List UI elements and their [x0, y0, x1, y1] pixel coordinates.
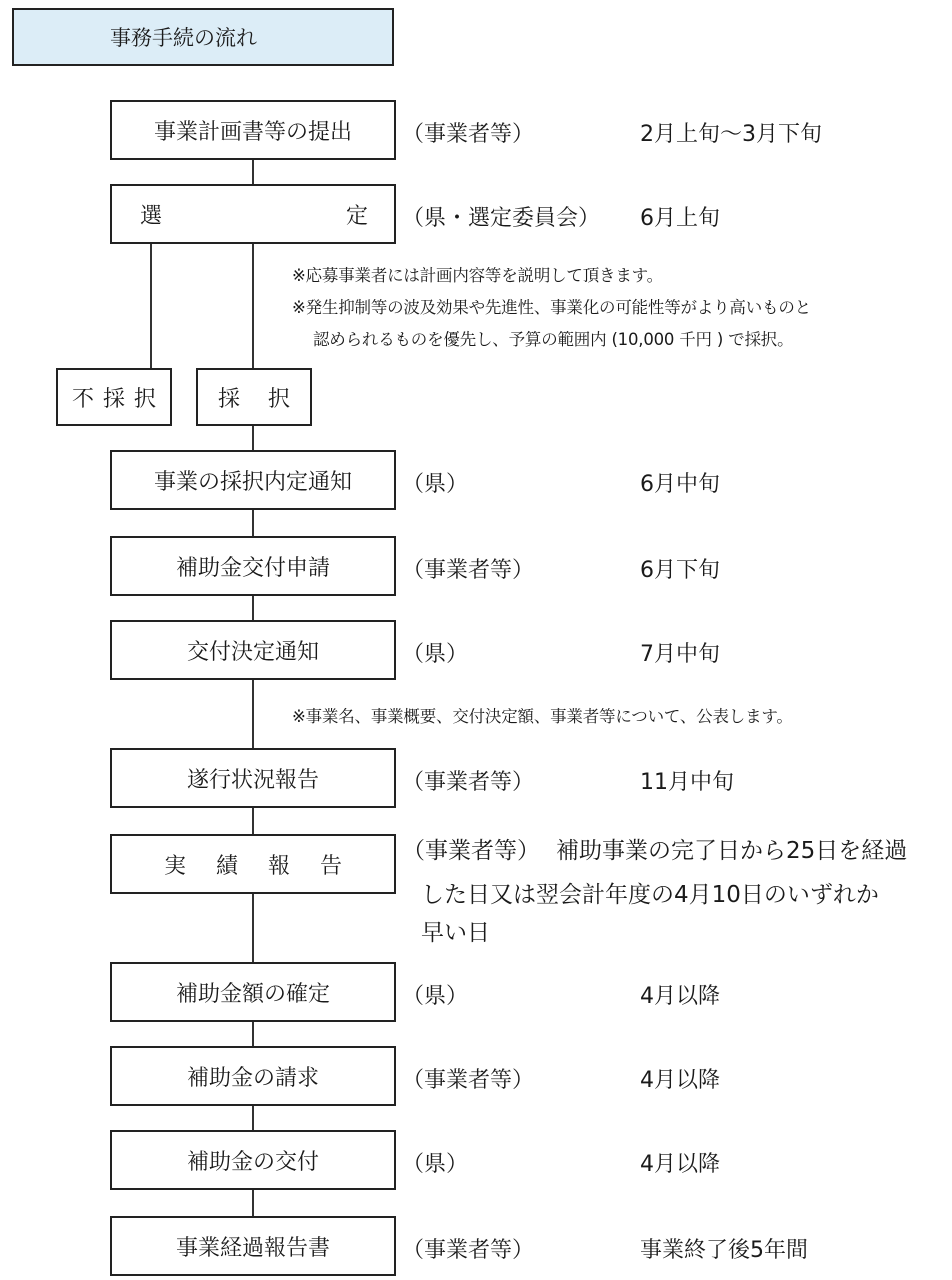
- diagram-title-text: 事務手続の流れ: [110, 26, 257, 50]
- step-label-char: 績: [215, 853, 238, 879]
- step-box-grant-payment: [110, 1130, 396, 1190]
- adopt-label-char: 採: [218, 386, 241, 412]
- step-box-progress-report: [110, 748, 396, 808]
- step-box-grant-amount-fixed: [110, 962, 396, 1022]
- reject-label-char: 不: [72, 386, 95, 412]
- step-actor: （事業者等）: [402, 770, 535, 795]
- step-actor: （県）: [402, 984, 469, 1009]
- step-box-grant-decision-notice: [110, 620, 396, 680]
- connector-line: [252, 596, 254, 620]
- selection-note: ※発生抑制等の波及効果や先進性、事業化の可能性等がより高いものと: [292, 298, 811, 317]
- step-label: 補助金の請求: [186, 1065, 319, 1091]
- step-label-char: 実: [164, 853, 187, 879]
- step-label-char: 報: [267, 853, 290, 879]
- connector-line: [252, 808, 254, 834]
- step-actor: （事業者等）: [402, 1238, 535, 1263]
- step-label: 交付決定通知: [186, 639, 319, 665]
- connector-line-to-adopt: [252, 244, 254, 368]
- step-box-selection: [110, 184, 396, 244]
- selection-note: ※応募事業者には計画内容等を説明して頂きます。: [292, 266, 663, 285]
- step-label: 事業経過報告書: [175, 1235, 330, 1261]
- connector-line-to-reject: [150, 244, 152, 368]
- step-timing: 4月以降: [640, 1068, 720, 1093]
- step-actor: （県）: [402, 1152, 469, 1177]
- selection-note: 認められるものを優先し、予算の範囲内 (10,000 千円 ) で採択。: [313, 330, 794, 349]
- reject-label-char: 採: [102, 386, 125, 412]
- step-timing-line: 早い日: [421, 920, 490, 946]
- step-timing: 事業終了後5年間: [640, 1238, 808, 1263]
- step-label: 事業計画書等の提出: [153, 119, 352, 145]
- connector-line: [252, 160, 254, 184]
- step-timing: 4月以降: [640, 984, 720, 1009]
- step-timing: 11月中旬: [640, 770, 734, 795]
- step-label: 補助金の交付: [186, 1149, 319, 1175]
- step-timing: 6月中旬: [640, 472, 720, 497]
- connector-line: [252, 894, 254, 962]
- step-actor: （県）: [402, 642, 469, 667]
- step-label-char: 告: [319, 853, 342, 879]
- step-box-progress-report-document: [110, 1216, 396, 1276]
- connector-line: [252, 1022, 254, 1046]
- step-label: 補助金交付申請: [175, 555, 330, 581]
- step-label-char: 選: [140, 203, 163, 229]
- step-timing: 6月上旬: [640, 206, 720, 231]
- step-label: 事業の採択内定通知: [153, 469, 352, 495]
- step-box-adoption-notice: [110, 450, 396, 510]
- step-timing: 6月下旬: [640, 558, 720, 583]
- step-label: 遂行状況報告: [186, 767, 319, 793]
- step-timing: 7月中旬: [640, 642, 720, 667]
- connector-line: [252, 426, 254, 450]
- step-actor: （県・選定委員会）: [402, 206, 601, 231]
- step-actor: （事業者等）: [402, 122, 535, 147]
- adopt-label-char: 択: [267, 386, 290, 412]
- publication-note: ※事業名、事業概要、交付決定額、事業者等について、公表します。: [292, 707, 793, 726]
- step-label-char: 定: [345, 203, 368, 229]
- connector-line: [252, 510, 254, 536]
- step-actor: （県）: [402, 472, 469, 497]
- connector-line: [252, 680, 254, 748]
- step-actor: （事業者等）: [402, 558, 535, 583]
- step-box-grant-application: [110, 536, 396, 596]
- step-timing: 2月上旬～3月下旬: [640, 122, 822, 147]
- step-box-grant-claim: [110, 1046, 396, 1106]
- step-box-plan-submission: [110, 100, 396, 160]
- reject-box: [56, 368, 172, 426]
- diagram-title: [12, 8, 394, 66]
- step-timing-line: した日又は翌会計年度の4月10日のいずれか: [421, 882, 879, 908]
- step-timing-line: 補助事業の完了日から25日を経過: [556, 838, 908, 864]
- connector-line: [252, 1106, 254, 1130]
- step-actor: （事業者等）: [402, 838, 540, 864]
- step-label: 補助金額の確定: [175, 981, 330, 1007]
- reject-label-char: 択: [133, 386, 156, 412]
- step-timing: 4月以降: [640, 1152, 720, 1177]
- adopt-box: [196, 368, 312, 426]
- connector-line: [252, 1190, 254, 1216]
- step-actor: （事業者等）: [402, 1068, 535, 1093]
- step-box-results-report: [110, 834, 396, 894]
